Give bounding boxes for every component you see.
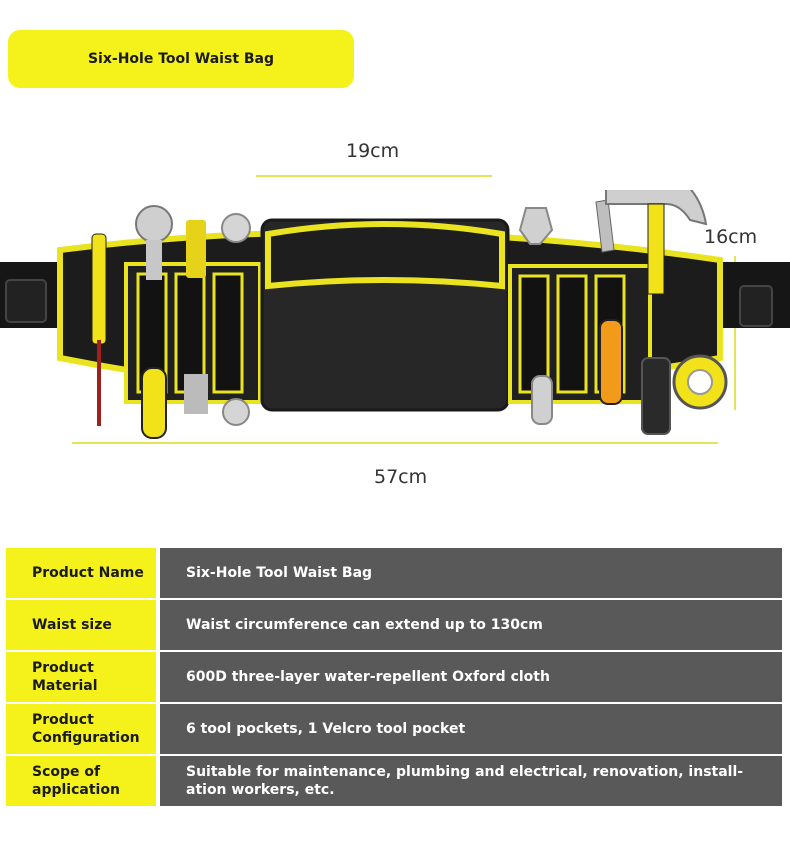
- spec-row-waist-size: [6, 600, 782, 650]
- right-tool-pockets: [510, 266, 650, 402]
- belt-buckle-right: [740, 286, 772, 326]
- belt-length-label: 57cm: [374, 466, 428, 488]
- spec-row-configuration: [6, 704, 782, 754]
- spec-label: Product Name: [6, 548, 156, 598]
- spec-label: Product Configuration: [6, 704, 156, 754]
- screwdriver: [92, 234, 106, 426]
- spec-row-scope: [6, 756, 782, 806]
- spec-label: Product Material: [6, 652, 156, 702]
- spec-value: Waist circumference can extend up to 130cm: [160, 600, 782, 650]
- spec-label: Scope of application: [6, 756, 156, 806]
- spec-row-product-name: [6, 548, 782, 598]
- tape-roll: [674, 356, 726, 408]
- width-guide-line: [256, 175, 492, 177]
- pocket-width-label: 19cm: [346, 140, 400, 162]
- spec-value: Six-Hole Tool Waist Bag: [160, 548, 782, 598]
- tool-waist-bag-image: [0, 190, 790, 460]
- spec-value: 6 tool pockets, 1 Velcro tool pocket: [160, 704, 782, 754]
- spec-value: Suitable for maintenance, plumbing and electrical, renovation, install-ation workers, etc.: [160, 756, 782, 806]
- belt-buckle: [6, 280, 46, 322]
- spec-value: 600D three-layer water-repellent Oxford cloth: [160, 652, 782, 702]
- length-guide-line: [72, 442, 718, 444]
- spec-row-material: [6, 652, 782, 702]
- bag-height-label: 16cm: [704, 226, 758, 248]
- spec-label: Waist size: [6, 600, 156, 650]
- page-title: Six-Hole Tool Waist Bag: [8, 30, 354, 88]
- spec-table: [6, 548, 782, 808]
- pocket-flap: [268, 224, 502, 286]
